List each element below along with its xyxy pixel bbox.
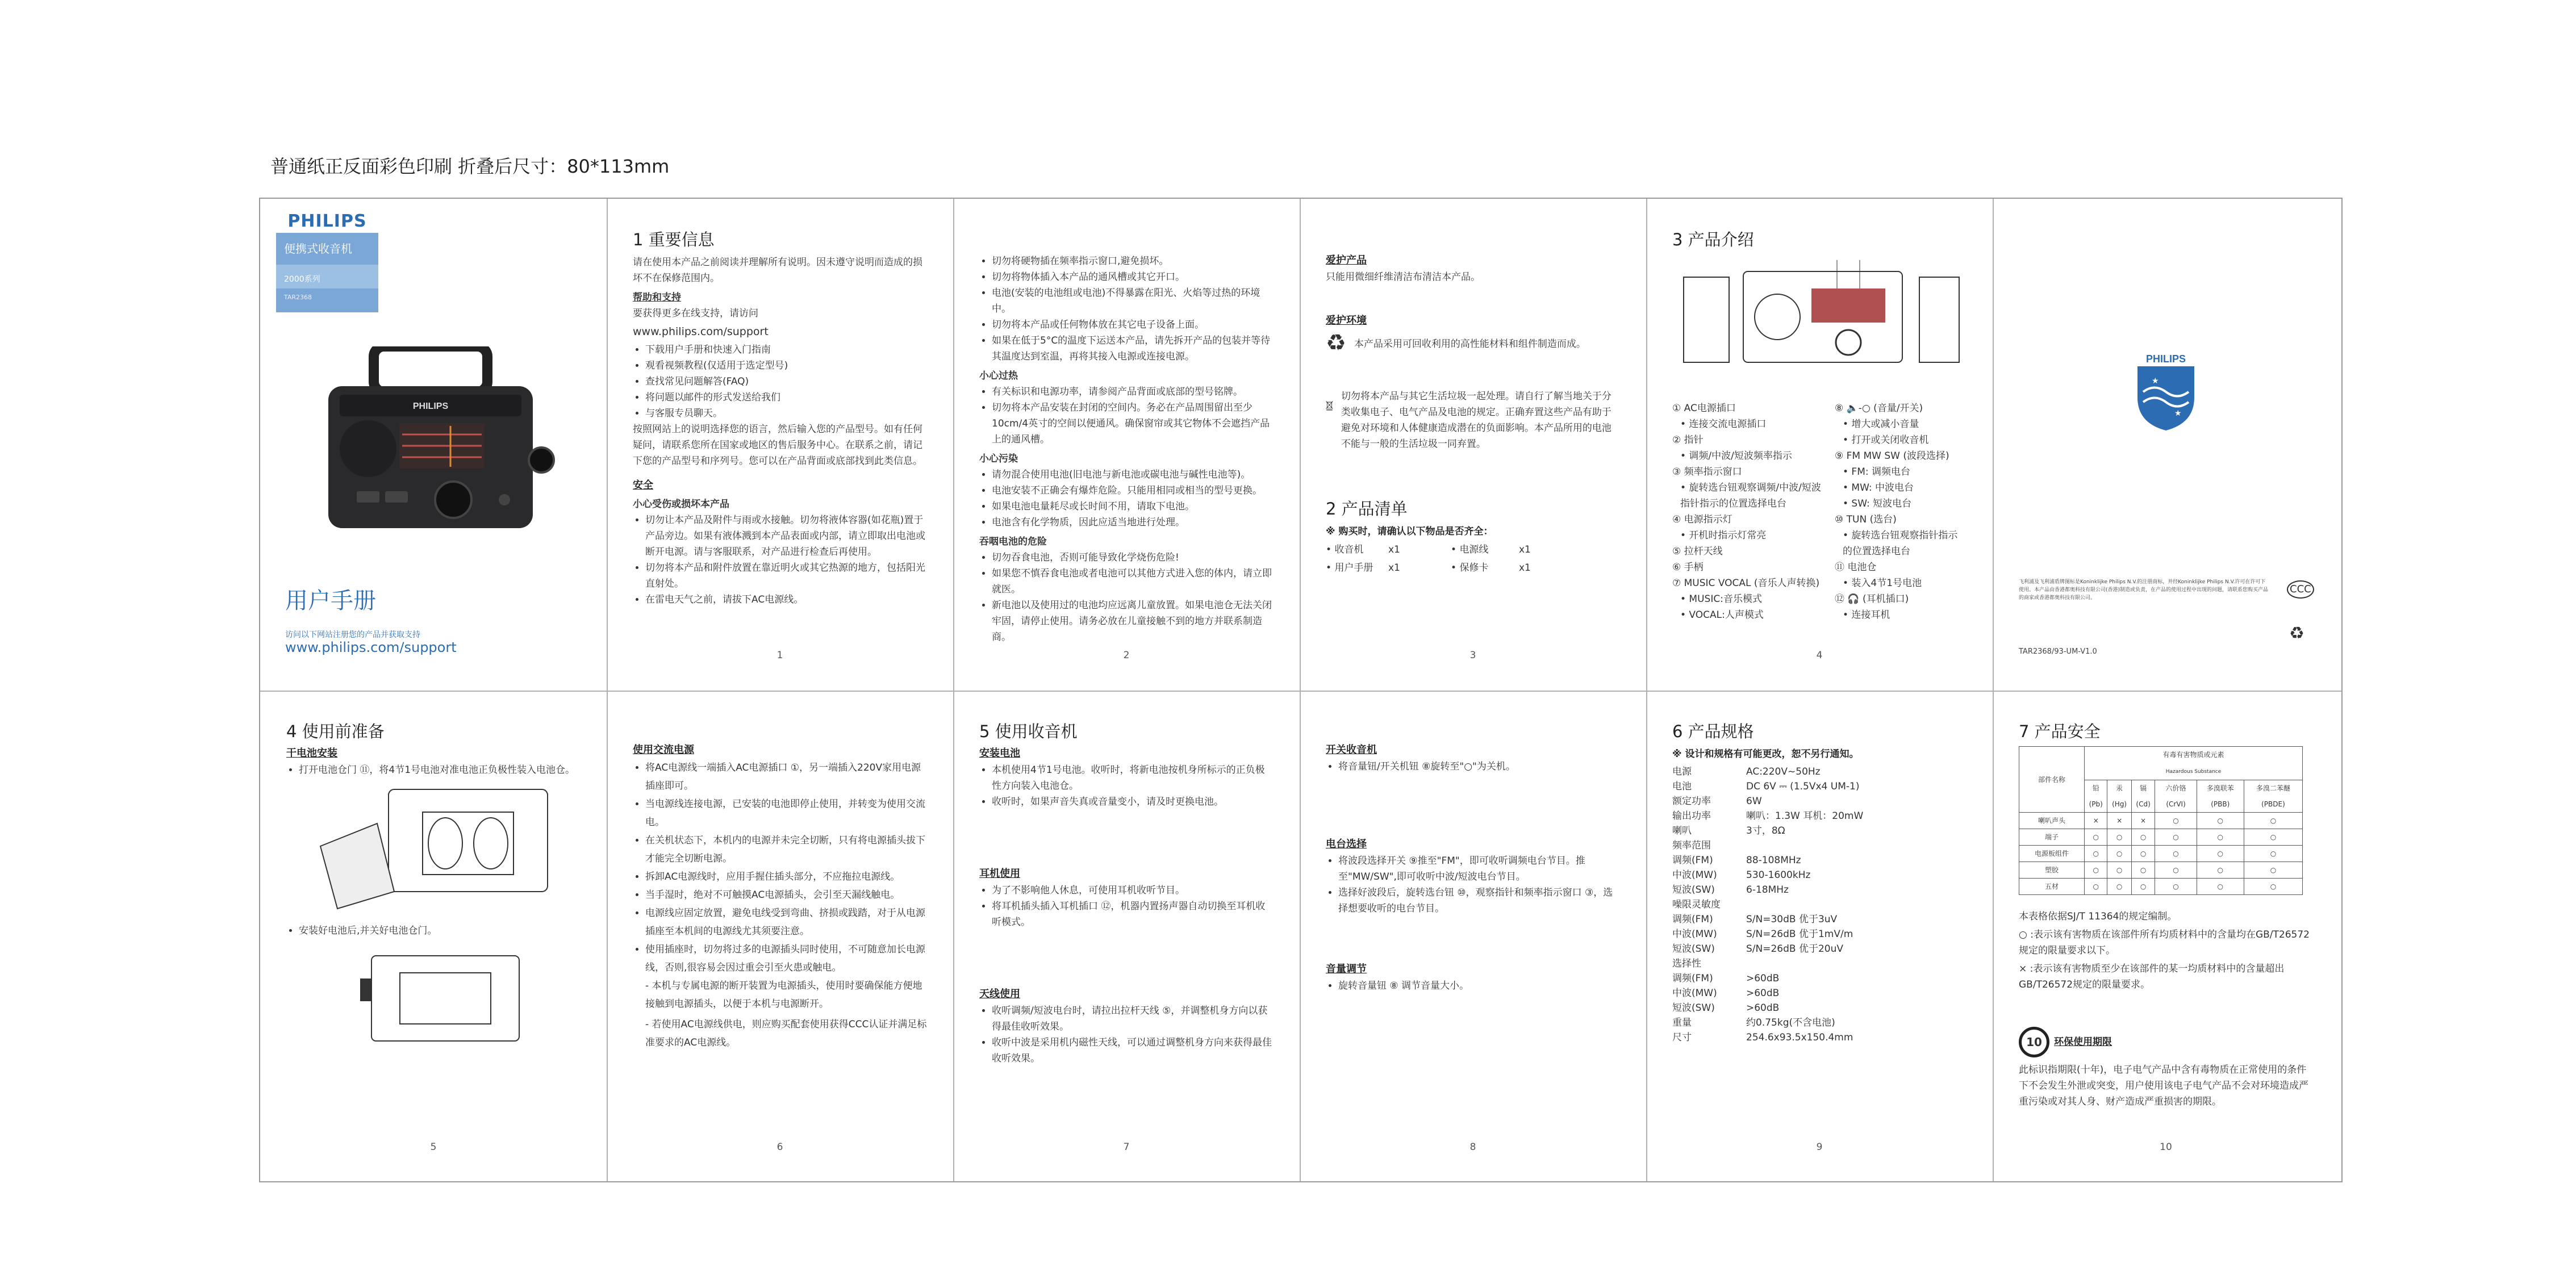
list-item: • 安装好电池后,并关好电池仓门。 — [299, 923, 581, 939]
item-qty: x1 — [1388, 544, 1400, 555]
list-item: • 切勿将物体插入本产品的通风槽或其它开口。 — [992, 269, 1274, 285]
list-item: ⑤ 拉杆天线 — [1672, 546, 1723, 557]
section-heading: 7 产品安全 — [2019, 722, 2101, 741]
spec-row: 中波(MW) 530-1600kHz — [1672, 869, 1811, 881]
back-cover — [1993, 199, 2339, 689]
page-number: 3 — [1469, 650, 1476, 661]
cross-note: × :表示该有害物质至少在该部件的某一均质材料中的含量超出GB/T26572规定的限量要求。 — [2019, 963, 2285, 990]
table-header: 多溴联苯(PBB) — [2197, 780, 2244, 813]
list-item: • 使用插座时，切勿将过多的电源插头同时使用，不可随意加长电源线，否则,很容易会因过重会引至火患或触电。 — [645, 940, 927, 977]
list-item: • 旋转音量钮 ⑧ 调节音量大小。 — [1338, 978, 1620, 994]
list-item: • 将问题以邮件的形式发送给我们 — [645, 390, 927, 405]
volume-title: 音量调节 — [1326, 963, 1367, 975]
safety-list-cont — [979, 253, 1274, 365]
battery-closed-illustration — [360, 950, 531, 1047]
list-item: • 连接交流电源插口 — [1680, 419, 1767, 430]
print-spec-header: 普通纸正反面彩色印刷 折叠后尺寸：80*113mm — [270, 156, 670, 177]
table-header: 多溴二苯醚(PBDE) — [2244, 780, 2302, 813]
page-8 — [1300, 691, 1646, 1181]
list-item: • 打开电池仓门 ⑪，将4节1号电池对准电池正负极性装入电池仓。 — [299, 762, 581, 778]
list-item: • 当电源线连接电源，已安装的电池即停止使用，并转变为使用交流电。 — [645, 795, 927, 831]
legal-text: 飞利浦及飞利浦盾牌图标是Koninklijke Philips N.V.的注册商标，并经Koninklijke Philips N.V.许可在许可下使用。本产品由香港都奥科技有限公司(香港)制造或负责，在产品的使用过程中出现的问题，请联系您购买产品的商家或香港都奥科技有限公司。 — [2019, 579, 2269, 601]
item-qty: x1 — [1388, 562, 1400, 574]
list-item: • 打开或关闭收音机 — [1843, 434, 1929, 446]
help-list — [633, 342, 927, 421]
list-item: ⑥ 手柄 — [1672, 562, 1704, 573]
circle-note: ○ :表示该有害物质在该部件所有均质材料中的含量均在GB/T26572规定的限量要求以下。 — [2019, 929, 2310, 956]
list-item: • VOCAL:人声模式 — [1680, 609, 1764, 621]
help-title: 帮助和支持 — [633, 292, 681, 303]
env-title: 爱护环境 — [1326, 315, 1367, 327]
product-diagram — [1672, 254, 1968, 391]
list-item: • 电池含有化学物质，因此应适当地进行处理。 — [992, 515, 1274, 530]
ccc-icon: CCC — [2287, 580, 2314, 599]
list-item: • 将AC电源线一端插入AC电源插口 ①，另一端插入220V家用电源插座即可。 — [645, 759, 927, 795]
safety-list — [633, 512, 927, 608]
spec-row: 调频(FM) S/N=30dB 优于3uV — [1672, 914, 1838, 925]
box-contents — [1326, 542, 1620, 576]
epup-title: 环保使用期限 — [2054, 1036, 2112, 1048]
battery-disposal-text: 切勿将本产品与其它生活垃圾一起处理。请自行了解当地关于分类收集电子、电气产品及电池的规定。正确弃置这些产品有助于避免对环境和人体健康造成潜在的负面影响。本产品所用的电池不能与一般的生活垃圾一同弃置。 — [1341, 391, 1611, 450]
list-item: ⑩ TUN (选台) — [1835, 514, 1897, 525]
list-item: ③ 频率指示窗口 — [1672, 466, 1742, 478]
crossed-bin-icon — [1326, 388, 1333, 423]
page-number: 2 — [1123, 650, 1130, 661]
model-small: TAR2368 — [284, 294, 312, 301]
care-title: 爱护产品 — [1326, 254, 1367, 266]
table-header: 铅(Pb) — [2085, 780, 2107, 813]
ac-power-title: 使用交流电源 — [633, 744, 694, 756]
pollution-title: 小心污染 — [979, 453, 1018, 465]
table-row: 端子 ○ ○ ○ ○ ○ ○ — [2019, 829, 2303, 846]
list-item: • 有关标识和电源功率，请参阅产品背面或底部的型号铭牌。 — [992, 384, 1274, 400]
cover-url: www.philips.com/support — [285, 639, 457, 655]
spec-row: 中波(MW) >60dB — [1672, 988, 1780, 999]
product-name: 便携式收音机 — [284, 242, 352, 256]
spec-note: ※ 设计和规格有可能更改，恕不另行通知。 — [1672, 748, 1859, 760]
cover-panel — [260, 199, 607, 689]
battery-open-illustration — [309, 778, 570, 914]
list-item: • MW: 中波电台 — [1843, 482, 1914, 494]
note-text: - 本机与专属电源的断开装置为电源插头，使用时要确保能方便地接触到电源插头，以便于本机与电源断开。 — [645, 980, 922, 1010]
list-item: • 与客服专员聊天。 — [645, 405, 927, 421]
overheat-title: 小心过热 — [979, 370, 1018, 382]
list-item: • 切勿吞食电池，否则可能导致化学烧伤危险! — [992, 550, 1274, 566]
philips-shield-logo — [2135, 352, 2197, 432]
list-item: • 将音量钮/开关机钮 ⑧旋转至"○"为关机。 — [1338, 759, 1620, 775]
list-item: • 电源线应固定放置，避免电线受到弯曲、挤损或践踏，对于从电源插座至本机间的电源线尤其须要注意。 — [645, 904, 927, 940]
list-item: • 保修卡 — [1451, 562, 1489, 574]
spec-row: 短波(SW) S/N=26dB 优于20uV — [1672, 943, 1844, 955]
safety-title: 安全 — [633, 479, 653, 491]
svg-text:★: ★ — [2174, 409, 2182, 418]
page-number: 4 — [1816, 650, 1823, 661]
list-item: • 收音机 — [1326, 544, 1364, 555]
list-item: • 将波段选择开关 ⑨推至"FM"，即可收听调频电台节目。推至"MW/SW",即可收听中波/短波电台节目。 — [1338, 853, 1620, 885]
swallow-title: 吞咽电池的危险 — [979, 536, 1047, 547]
callout-list-left — [1672, 400, 1825, 623]
recycle-icon: ♻ — [1326, 330, 1346, 356]
list-item: • 电池(安装的电池组或电池)不得暴露在阳光、火焰等过热的环境中。 — [992, 285, 1274, 317]
item-qty: x1 — [1519, 562, 1531, 574]
swallow-list — [979, 550, 1274, 645]
spec-table — [1672, 764, 1967, 1045]
list-item: • 用户手册 — [1326, 562, 1373, 574]
list-item: • 当手湿时，绝对不可触摸AC电源插头，会引至天漏线触电。 — [645, 886, 927, 904]
list-item: • 切勿将本产品安装在封闭的空间内。务必在产品周围留出至少10cm/4英寸的空间以便通风。确保窗帘或其它物体不会遮挡产品上的通风槽。 — [992, 400, 1274, 448]
box-note: ※ 购买时，请确认以下物品是否齐全： — [1326, 526, 1493, 537]
section-heading: 2 产品清单 — [1326, 499, 1408, 518]
list-item: • 电池安装不正确会有爆炸危险。只能用相同或相当的型号更换。 — [992, 483, 1274, 499]
list-item: ⑧ 🔈-○ (音量/开关) — [1835, 403, 1923, 414]
table-header: 有毒有害物质或元素 Hazardous Substance — [2085, 747, 2303, 780]
list-item: • 增大或减小音量 — [1843, 419, 1919, 430]
model-line: 2000系列 — [276, 265, 378, 288]
standard-note: 本表格依据SJ/T 11364的规定编制。 — [2019, 911, 2177, 922]
list-item: ④ 电源指示灯 — [1672, 514, 1732, 525]
spec-row: 额定功率 6W — [1672, 796, 1762, 807]
ac-power-list — [633, 759, 927, 977]
spec-row: 选择性 — [1672, 958, 1701, 969]
spec-row: 喇叭 3寸，8Ω — [1672, 825, 1785, 837]
spec-row: 电源 AC:220V~50Hz — [1672, 766, 1821, 777]
epup-10-icon: 10 — [2019, 1027, 2049, 1057]
list-item: • 切勿让本产品及附件与雨或水接触。切勿将液体容器(如花瓶)置于产品旁边。如果有液体溅到本产品表面或内部，请立即取出电池或断开电源。请与客服联系，对产品进行检查后再使用。 — [645, 512, 927, 560]
earphone-title: 耳机使用 — [979, 868, 1020, 880]
doc-code: TAR2368/93-UM-V1.0 — [2019, 647, 2097, 656]
list-item: • 如果电池电量耗尽或长时间不用，请取下电池。 — [992, 499, 1274, 515]
install-battery-title: 安装电池 — [979, 747, 1020, 759]
page-number: 6 — [776, 1141, 783, 1153]
radio-product-image — [317, 346, 556, 534]
section-heading: 3 产品介绍 — [1672, 230, 1754, 249]
list-item: • 收听时，如果声音失真或音量变小，请及时更换电池。 — [992, 794, 1274, 810]
list-item: • 连接耳机 — [1843, 609, 1890, 621]
tuning-title: 电台选择 — [1326, 838, 1367, 850]
list-item: • 装入4节1号电池 — [1843, 578, 1922, 589]
list-item: ⑪ 电池仓 — [1835, 562, 1877, 573]
page-5 — [260, 691, 607, 1181]
spec-row: 短波(SW) 6-18MHz — [1672, 884, 1789, 896]
spec-row: 输出功率 喇叭：1.3W 耳机：20mW — [1672, 810, 1864, 822]
spec-row: 电池 DC 6V ⎓ (1.5Vx4 UM-1) — [1672, 781, 1860, 792]
callout-list-right — [1835, 400, 1965, 623]
svg-text:PHILIPS: PHILIPS — [2145, 353, 2186, 365]
list-item: • 选择好波段后，旋转选台钮 ⑩，观察指针和频率指示窗口 ③，选择想要收听的电台节目。 — [1338, 885, 1620, 917]
section-heading: 5 使用收音机 — [979, 722, 1078, 741]
spec-row: 中波(MW) S/N=26dB 优于1mV/m — [1672, 929, 1853, 940]
list-item: • 本机使用4节1号电池。收听时，将新电池按机身所标示的正负极性方向装入电池仓。 — [992, 762, 1274, 794]
list-item: ⑦ MUSIC VOCAL (音乐人声转换) — [1672, 578, 1820, 589]
epup-text: 此标识指期限(十年)，电子电气产品中含有毒物质在正常使用的条件下不会发生外泄或突变，用户使用该电子电气产品不会对环境造成严重污染或对其人身、财产造成严重损害的期限。 — [2019, 1064, 2308, 1107]
radio-brand: PHILIPS — [412, 402, 449, 411]
list-item: • MUSIC:音乐模式 — [1680, 593, 1762, 605]
list-item: • 旋转选台钮观察调频/中波/短波指针指示的位置选择电台 — [1680, 482, 1821, 509]
spec-row: 尺寸 254.6x93.5x150.4mm — [1672, 1032, 1853, 1043]
hazard-table — [2019, 746, 2303, 895]
spec-row: 调频(FM) 88-108MHz — [1672, 855, 1801, 866]
list-item: • 收听中波是采用机内磁性天线，可以通过调整机身方向来获得最佳收听效果。 — [992, 1035, 1274, 1067]
page-number: 10 — [2160, 1141, 2172, 1153]
list-item: • 如果您不慎吞食电池或者电池可以其他方式进入您的体内，请立即就医。 — [992, 566, 1274, 597]
list-item: • 将耳机插头插入耳机插口 ⑫，机器内置扬声器自动切换至耳机收听模式。 — [992, 898, 1274, 930]
page-4 — [1646, 199, 1993, 689]
page-number: 7 — [1123, 1141, 1130, 1153]
pollution-list — [979, 467, 1274, 530]
manual-sheet — [259, 198, 2343, 1182]
list-item: • 调频/中波/短波频率指示 — [1680, 450, 1792, 462]
cover-visit-text: 访问以下网站注册您的产品并获取支持 — [285, 630, 420, 639]
list-item: • 切勿将硬物插在频率指示窗口,避免损坏。 — [992, 253, 1274, 269]
page-9 — [1646, 691, 1993, 1181]
list-item: • 观看视频教程(仅适用于选定型号) — [645, 358, 927, 374]
spec-row: 重量 约0.75kg(不含电池) — [1672, 1017, 1835, 1028]
page-number: 1 — [776, 650, 783, 661]
page-number: 8 — [1469, 1141, 1476, 1153]
list-item: • 拆卸AC电源线时，应用手握住插头部分，不应拖拉电源线。 — [645, 868, 927, 886]
cover-badge — [276, 199, 378, 312]
table-header: 部件名称 — [2019, 747, 2085, 813]
section-heading: 4 使用前准备 — [286, 722, 385, 741]
page-7 — [953, 691, 1300, 1181]
svg-text:★: ★ — [2152, 377, 2159, 386]
page-1 — [607, 199, 953, 689]
list-item: ⑫ 🎧 (耳机插口) — [1835, 593, 1909, 605]
table-header: 六价铬(CrVI) — [2155, 780, 2197, 813]
intro-text: 请在使用本产品之前阅读并理解所有说明。因未遵守说明而造成的损坏不在保修范围内。 — [633, 257, 922, 284]
section-heading: 6 产品规格 — [1672, 722, 1754, 741]
help-url[interactable]: www.philips.com/support — [633, 325, 769, 338]
page-3 — [1300, 199, 1646, 689]
table-row: 电源板组件 ○ ○ ○ ○ ○ ○ — [2019, 846, 2303, 862]
list-item: • 收听调频/短波电台时，请拉出拉杆天线 ⑤，并调整机身方向以获得最佳收听效果。 — [992, 1003, 1274, 1035]
help-intro: 要获得更多在线支持，请访问 — [633, 308, 758, 319]
list-item: • 下载用户手册和快速入门指南 — [645, 342, 927, 358]
list-item: • 开机时指示灯常亮 — [1680, 530, 1767, 541]
list-item: • 切勿将本产品和附件放置在靠近明火或其它热源的地方，包括阳光直射处。 — [645, 560, 927, 592]
page-10 — [1993, 691, 2339, 1181]
list-item: ① AC电源插口 — [1672, 403, 1736, 414]
list-item: • 在关机状态下，本机内的电源并未完全切断，只有将电源插头拔下才能完全切断电源。 — [645, 831, 927, 868]
cover-title: 用户手册 — [285, 588, 376, 614]
item-qty: x1 — [1519, 544, 1531, 555]
overheat-list — [979, 384, 1274, 448]
list-item: • 电源线 — [1451, 544, 1489, 555]
note-text: - 若使用AC电源线供电，则应购买配套使用获得CCC认证并满足标准要求的AC电源线。 — [645, 1019, 927, 1048]
spec-row: 噪限灵敏度 — [1672, 899, 1721, 910]
table-row: 喇叭声头 × × × ○ ○ ○ — [2019, 813, 2303, 829]
onoff-title: 开关收音机 — [1326, 744, 1377, 756]
list-item: • 请勿混合使用电池(旧电池与新电池或碳电池与碱性电池等)。 — [992, 467, 1274, 483]
page-2 — [953, 199, 1300, 689]
env-text: 本产品采用可回收利用的高性能材料和组件制造而成。 — [1354, 338, 1586, 350]
list-item: ⑨ FM MW SW (波段选择) — [1835, 450, 1949, 462]
table-row: 塑胶 ○ ○ ○ ○ ○ ○ — [2019, 862, 2303, 879]
page-number: 9 — [1816, 1141, 1823, 1153]
page-number: 5 — [430, 1141, 437, 1153]
page-6 — [607, 691, 953, 1181]
list-item: • 切勿将本产品或任何物体放在其它电子设备上面。 — [992, 317, 1274, 333]
table-header: 镉(Cd) — [2131, 780, 2155, 813]
list-item: • 为了不影响他人休息，可使用耳机收听节目。 — [992, 883, 1274, 898]
antenna-title: 天线使用 — [979, 988, 1020, 1000]
spec-row: 短波(SW) >60dB — [1672, 1002, 1780, 1014]
safety-subtitle: 小心受伤或损坏本产品 — [633, 499, 729, 510]
care-text: 只能用微细纤维清洁布清洁本产品。 — [1326, 271, 1480, 283]
list-item: • 查找常见问题解答(FAQ) — [645, 374, 927, 390]
recycle-icon: ♻ — [2289, 624, 2304, 643]
list-item: • FM: 调频电台 — [1843, 466, 1911, 478]
table-header: 汞(Hg) — [2107, 780, 2131, 813]
spec-row: 频率范围 — [1672, 840, 1711, 851]
spec-row: 调频(FM) >60dB — [1672, 973, 1780, 984]
list-item: • 新电池以及使用过的电池均应远离儿童放置。如果电池仓无法关闭牢固，请停止使用。请务必放在儿童接触不到的地方并联系制造商。 — [992, 597, 1274, 645]
battery-install-title: 干电池安装 — [286, 747, 337, 759]
list-item: • SW: 短波电台 — [1843, 498, 1912, 509]
section-heading: 1 重要信息 — [633, 230, 715, 249]
list-item: • 在雷电天气之前，请拔下AC电源线。 — [645, 592, 927, 608]
table-row: 五材 ○ ○ ○ ○ ○ ○ — [2019, 879, 2303, 895]
help-tail: 按照网站上的说明选择您的语言，然后输入您的产品型号。如有任何疑问，请联系您所在国家或地区的售后服务中心。在联系之前，请记下您的产品型号和序列号。您可以在产品背面或底部找到此类信息。 — [633, 424, 922, 467]
philips-wordmark: PHILIPS — [287, 211, 367, 231]
list-item: • 旋转选台钮观察指针指示的位置选择电台 — [1843, 530, 1958, 557]
list-item: ② 指针 — [1672, 434, 1704, 446]
list-item: • 如果在低于5°C的温度下运送本产品，请先拆开产品的包装并等待其温度达到室温，再将其接入电源或连接电源。 — [992, 333, 1274, 365]
